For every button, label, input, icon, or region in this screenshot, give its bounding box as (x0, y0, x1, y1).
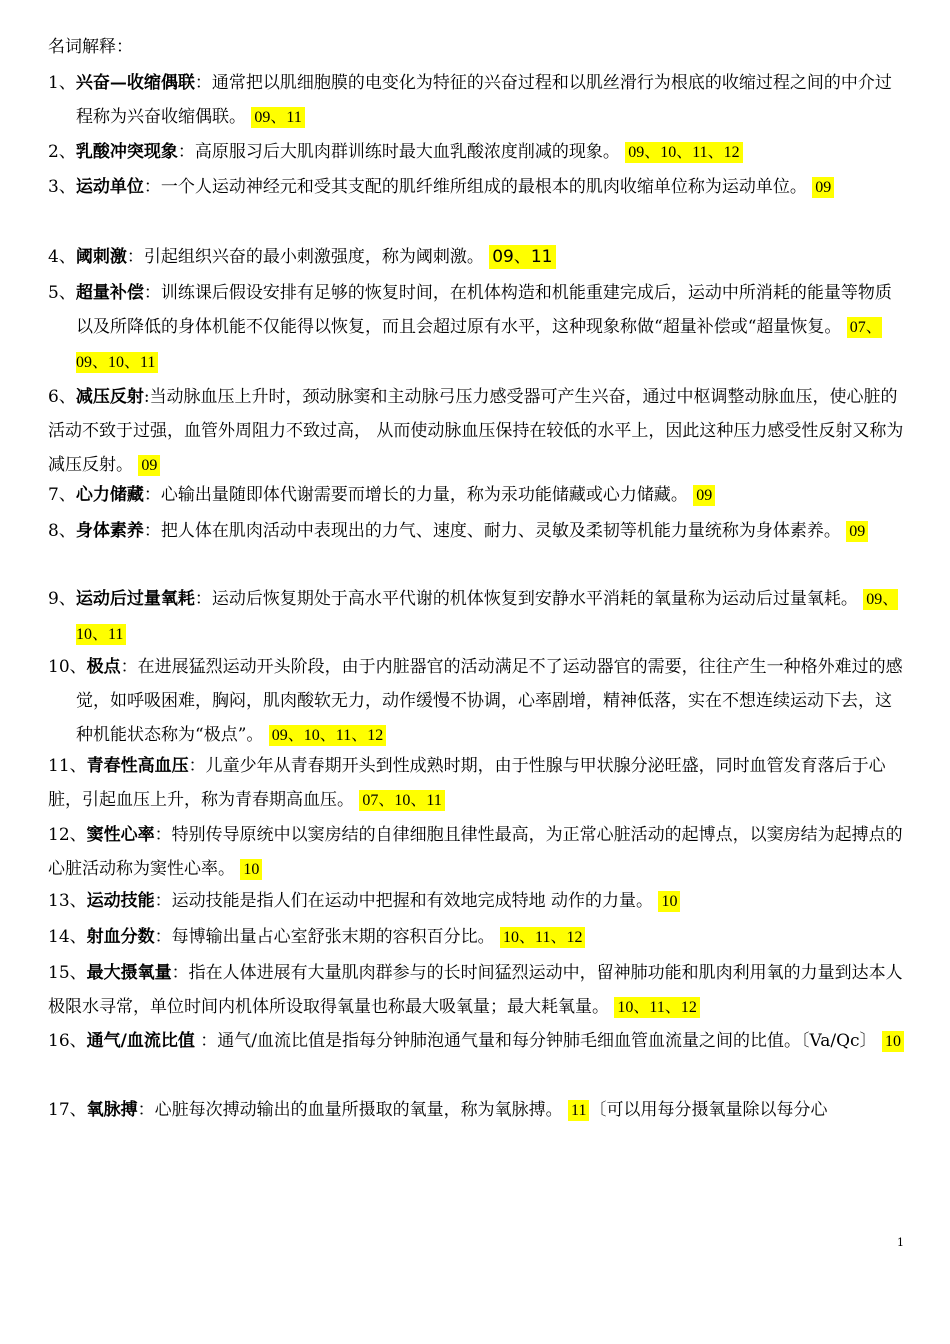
entry-definition: 心输出量随即体代谢需要而增长的力量，称为汞功能储藏或心力储藏。 (160, 485, 688, 505)
entry-term: 运动技能 (86, 891, 155, 911)
entry-number: 11、 (48, 756, 87, 776)
exam-years-badge: 07、09、10、11 (76, 319, 882, 371)
exam-years-badge: 09、10、11、12 (269, 725, 386, 746)
exam-years-badge: 09 (846, 521, 868, 542)
entry-number: 6、 (48, 387, 76, 407)
exam-years-badge: 10 (658, 891, 680, 912)
entry-definition: 一个人运动神经元和受其支配的肌纤维所组成的最根本的肌肉收缩单位称为运动单位。 (160, 177, 807, 197)
definition-item (48, 582, 908, 652)
entry-definition: 特别传导原统中以窦房结的自律细胞且律性最高，为正常心脏活动的起博点，以窦房结为起搏点的心脏活动称为窦性心率。 (48, 825, 903, 879)
definition-item (48, 1093, 908, 1128)
entry-number: 16、 (48, 1031, 87, 1051)
entry-number: 17、 (48, 1100, 87, 1120)
entry-term: 通气/血流比值 (86, 1031, 195, 1051)
entry-separator: ： (188, 756, 206, 776)
entry-definition: 高原服习后大肌肉群训练时最大血乳酸浓度削减的现象。 (194, 142, 620, 162)
section-heading: 名词解释： (48, 37, 133, 57)
entry-definition: 在进展猛烈运动开头阶段，由于内脏器官的活动满足不了运动器官的需要，往往产生一种格外难过的感觉，如呼吸困难，胸闷，肌肉酸软无力，动作缓慢不协调，心率剧增，精神低落，实在不想连续运动下去，这种机能状态称为“极点”。 (76, 657, 903, 745)
entry-definition: 指在人体进展有大量肌肉群参与的长时间猛烈运动中，留神肺功能和肌肉利用氧的力量到达本人极限水寻常，单位时间内机体所设取得氧量也称最大吸氧量；最大耗氧量。 (48, 963, 903, 1017)
definition-item (48, 478, 908, 513)
definition-item (48, 276, 908, 380)
definition-item (48, 170, 908, 205)
entry-separator: ： (154, 927, 172, 947)
entry-number: 2、 (48, 142, 76, 162)
entry-term: 心力储藏 (75, 485, 144, 505)
entry-separator: ： (143, 485, 161, 505)
definition-item (48, 920, 908, 955)
exam-years-badge: 09 (138, 455, 160, 476)
entry-separator: ： (126, 247, 144, 267)
exam-years-badge: 10、11、12 (500, 927, 585, 948)
entry-term: 青春性高血压 (86, 756, 189, 776)
entry-number: 5、 (48, 283, 76, 303)
exam-years-badge: 10、11、12 (614, 997, 699, 1018)
definition-item (48, 650, 908, 753)
exam-years-badge: 09、11 (251, 107, 304, 128)
entry-definition: 运动技能是指人们在运动中把握和有效地完成特地 动作的力量。 (171, 891, 654, 911)
entry-continuation: 〔可以用每分摄氧量除以每分心 (589, 1100, 828, 1120)
entry-term: 乳酸冲突现象 (75, 142, 178, 162)
definition-item (48, 380, 908, 483)
entry-definition: 儿童少年从青春期开头到性成熟时期，由于性腺与甲状腺分泌旺盛，同时血管发育落后于心脏，引起血压上升，称为青春期高血压。 (48, 756, 886, 810)
entry-separator: ： (194, 1031, 218, 1051)
entry-separator: ： (143, 521, 161, 541)
definition-item (48, 749, 908, 818)
entry-definition: 通气/血流比值是指每分钟肺泡通气量和每分钟肺毛细血管血流量之间的比值。〔Va/Qc〕 (217, 1031, 877, 1051)
entry-definition: 通常把以肌细胞膜的电变化为特征的兴奋过程和以肌丝滑行为根底的收缩过程之间的中介过程称为兴奋收缩偶联。 (76, 73, 892, 127)
entry-term: 运动单位 (75, 177, 144, 197)
exam-years-badge: 09、11 (489, 245, 555, 269)
exam-years-badge: 10 (240, 859, 262, 880)
entry-separator: ： (194, 73, 212, 93)
entry-number: 15、 (48, 963, 87, 983)
entry-number: 7、 (48, 485, 76, 505)
definition-item (48, 514, 908, 549)
entry-number: 13、 (48, 891, 87, 911)
entry-separator: ： (194, 589, 212, 609)
exam-years-badge: 11 (568, 1100, 589, 1121)
entry-separator: ： (154, 825, 172, 845)
page-number: 1 (897, 1236, 904, 1249)
entry-number: 1、 (48, 73, 76, 93)
entry-term: 射血分数 (86, 927, 155, 947)
entry-term: 窦性心率 (86, 825, 155, 845)
entry-definition: 训练课后假设安排有足够的恢复时间，在机体构造和机能重建完成后，运动中所消耗的能量等物质以及所降低的身体机能不仅能得以恢复，而且会超过原有水平，这种现象称做“超量补偿或“超量恢复。 (76, 283, 892, 337)
entry-definition: 当动脉血压上升时，颈动脉窦和主动脉弓压力感受器可产生兴奋，通过中枢调整动脉血压，使心脏的活动不致于过强，血管外周阻力不致过高， 从而使动脉血压保持在较低的水平上，因此这种压力感受性反射又称为减压反射。 (48, 387, 904, 475)
exam-years-badge: 09、10、11 (76, 591, 899, 643)
entry-term: 运动后过量氧耗 (75, 589, 195, 609)
entry-definition: 每博输出量占心室舒张末期的容积百分比。 (171, 927, 495, 947)
entry-term: 超量补偿 (75, 283, 144, 303)
exam-years-badge: 09 (693, 485, 715, 506)
entry-term: 阈刺激 (75, 247, 127, 267)
entry-term: 极点 (86, 657, 121, 677)
definition-item (48, 1024, 908, 1059)
entry-definition: 运动后恢复期处于高水平代谢的机体恢复到安静水平消耗的氧量称为运动后过量氧耗。 (211, 589, 858, 609)
entry-separator: : (143, 387, 150, 407)
definition-item (48, 240, 908, 274)
entry-definition: 心脏每次搏动输出的血量所摄取的氧量，称为氧脉搏。 (154, 1100, 563, 1120)
entry-number: 4、 (48, 247, 76, 267)
entry-separator: ： (154, 891, 172, 911)
entry-number: 3、 (48, 177, 76, 197)
definition-item (48, 66, 908, 135)
entry-term: 身体素养 (75, 521, 144, 541)
entry-number: 10、 (48, 657, 87, 677)
entry-separator: ： (143, 283, 161, 303)
entry-term: 减压反射 (75, 387, 144, 407)
entry-separator: ： (177, 142, 195, 162)
definition-item (48, 818, 908, 887)
entry-definition: 引起组织兴奋的最小刺激强度，称为阈刺激。 (143, 247, 484, 267)
entry-number: 14、 (48, 927, 87, 947)
entry-separator: ： (171, 963, 189, 983)
exam-years-badge: 09 (812, 177, 834, 198)
entry-separator: ： (120, 657, 138, 677)
entry-separator: ： (137, 1100, 155, 1120)
definition-item (48, 135, 908, 170)
entry-number: 12、 (48, 825, 87, 845)
entry-term: 兴奋—收缩偶联 (75, 73, 195, 93)
exam-years-badge: 09、10、11、12 (625, 142, 742, 163)
entry-separator: ： (143, 177, 161, 197)
exam-years-badge: 10 (882, 1031, 904, 1052)
entry-definition: 把人体在肌肉活动中表现出的力气、速度、耐力、灵敏及柔韧等机能力量统称为身体素养。 (160, 521, 841, 541)
exam-years-badge: 07、10、11 (359, 790, 444, 811)
entry-term: 氧脉搏 (86, 1100, 138, 1120)
entry-number: 9、 (48, 589, 76, 609)
entry-number: 8、 (48, 521, 76, 541)
definition-item (48, 884, 908, 919)
definition-item (48, 956, 908, 1025)
entry-term: 最大摄氧量 (86, 963, 172, 983)
